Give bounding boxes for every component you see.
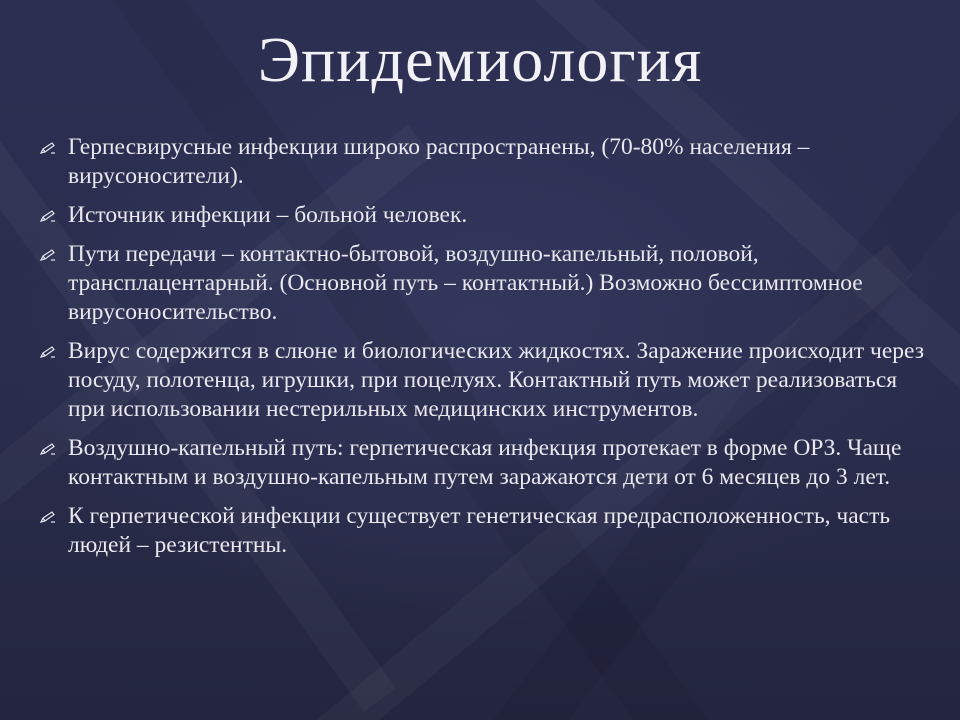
list-item [38,133,938,191]
bullet-list [38,133,938,570]
bullet-text: Пути передачи – контактно-бытовой, воздушно-капельный, половой, трансплацентарный. (Основной путь – контактный.) Возможно бессимптомное вирусоносительство. [68,241,863,325]
pencil-icon [40,249,56,261]
pencil-icon [40,346,56,358]
list-item [38,434,938,492]
list-item [38,502,938,560]
list-item [38,240,938,327]
list-item [38,337,938,424]
slide-title: Эпидемиология [257,24,703,95]
pencil-icon [40,443,56,455]
list-item [38,201,938,230]
bullet-text: Воздушно-капельный путь: герпетическая инфекция протекает в форме ОРЗ. Чаще контактным и воздушно-капельным путем заражаются дети от 6 месяцев до 3 лет. [68,435,902,490]
bullet-text: Герпесвирусные инфекции широко распространены, (70-80% населения – вирусоносители). [68,134,810,189]
pencil-icon [40,511,56,523]
pencil-icon [40,210,56,222]
bullet-text: Источник инфекции – больной человек. [68,202,468,228]
bullet-text: К герпетической инфекции существует генетическая предрасположенность, часть людей – резистентны. [68,503,891,558]
bullet-text: Вирус содержится в слюне и биологических жидкостях. Заражение происходит через посуду, полотенца, игрушки, при поцелуях. Контактный путь может реализоваться при использовании нестерильных медицинских инструментов. [68,338,925,422]
pencil-icon [40,142,56,154]
